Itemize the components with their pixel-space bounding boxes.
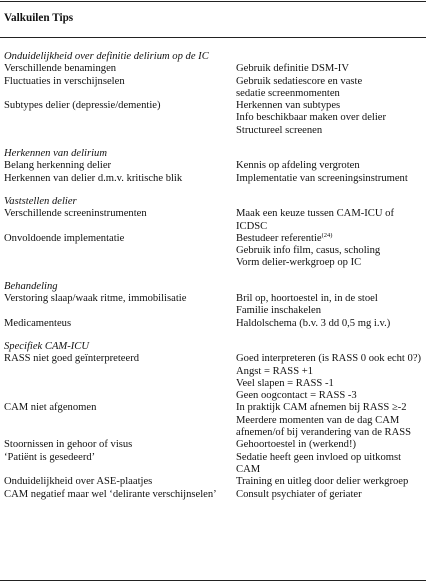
tips-cell xyxy=(236,489,424,501)
pitfall-cell: Onduidelijkheid over ASE-plaatjes xyxy=(4,476,153,488)
table-row xyxy=(4,160,424,172)
section-cam-icu xyxy=(4,341,424,501)
tip-line: Gebruik definitie DSM-IV xyxy=(236,63,349,75)
tip-line: Implementatie van screeningsinstrument xyxy=(236,172,408,184)
section-title: Behandeling xyxy=(4,280,58,292)
tips-cell xyxy=(236,76,424,101)
section-title: Vaststellen delier xyxy=(4,195,77,207)
tip-line: Geen oogcontact = RASS -3 xyxy=(236,390,357,402)
pitfall-cell: Subtypes delier (depressie/dementie) xyxy=(4,100,161,112)
pitfall-cell: Stoornissen in gehoor of visus xyxy=(4,439,133,451)
section-title: Specifiek CAM-ICU xyxy=(4,340,90,352)
tip-line: sedatie screenmomenten xyxy=(236,87,340,99)
tip-line: Vorm delier-werkgroep op IC xyxy=(236,257,362,269)
table-row xyxy=(4,402,424,439)
tip-text: Bestudeer referentie xyxy=(236,232,322,244)
table-body xyxy=(4,51,424,512)
section-behandeling xyxy=(4,281,424,330)
section-vaststellen xyxy=(4,196,424,270)
tip-line: Gehoortoestel in (werkend!) xyxy=(236,439,357,451)
table-row xyxy=(4,318,424,330)
pitfall-cell: Belang herkenning delier xyxy=(4,160,112,172)
tip-line: Familie inschakelen xyxy=(236,305,322,317)
table-header: Valkuilen Tips xyxy=(4,12,74,24)
table-row xyxy=(4,100,424,137)
pitfall-cell: Verschillende benamingen xyxy=(4,63,117,75)
table-bottom-rule xyxy=(0,580,426,581)
header-rule xyxy=(0,37,426,38)
table-row xyxy=(4,452,424,477)
pitfall-cell: CAM niet afgenomen xyxy=(4,402,97,414)
tip-line: Gebruik info film, casus, scholing xyxy=(236,245,381,257)
tips-cell xyxy=(236,63,424,75)
pitfall-cell: Fluctuaties in verschijnselen xyxy=(4,75,125,87)
tip-line: Bril op, hoortoestel in, in de stoel xyxy=(236,293,378,305)
tips-cell xyxy=(236,439,424,451)
tip-line: In praktijk CAM afnemen bij RASS ≥-2 xyxy=(236,402,407,414)
section-definitie xyxy=(4,51,424,137)
tip-line: Gebruik sedatiescore en vaste xyxy=(236,75,363,87)
section-herkennen xyxy=(4,148,424,185)
tip-line: ICDSC xyxy=(236,220,268,232)
tip-line: Herkennen van subtypes xyxy=(236,100,341,112)
pitfall-cell: Verstoring slaap/waak ritme, immobilisatie xyxy=(4,293,187,305)
tip-line: Haldolschema (b.v. 3 dd 0,5 mg i.v.) xyxy=(236,317,391,329)
table-row xyxy=(4,208,424,233)
tips-cell xyxy=(236,160,424,172)
tips-cell xyxy=(236,476,424,488)
table-row xyxy=(4,233,424,270)
table-row xyxy=(4,439,424,451)
tips-cell xyxy=(236,318,424,330)
tip-line: Goed interpreteren (is RASS 0 ook echt 0?) xyxy=(236,353,422,365)
tips-cell xyxy=(236,233,424,270)
tip-line: Angst = RASS +1 xyxy=(236,365,314,377)
tip-line: Info beschikbaar maken over delier xyxy=(236,112,387,124)
pitfall-cell: ‘Patiënt is gesedeerd’ xyxy=(4,451,96,463)
tip-line: Meerdere momenten van de dag CAM xyxy=(236,414,400,426)
table-row xyxy=(4,63,424,75)
tip-line: Sedatie heeft geen invloed op uitkomst xyxy=(236,451,402,463)
table-row xyxy=(4,76,424,101)
pitfall-cell: Herkennen van delier d.m.v. kritische blik xyxy=(4,172,183,184)
section-title: Herkennen van delirium xyxy=(4,148,107,160)
pitfall-cell: RASS niet goed geïnterpreteerd xyxy=(4,353,140,365)
tip-line: Maak een keuze tussen CAM-ICU of xyxy=(236,208,394,220)
tips-cell xyxy=(236,100,424,137)
tips-cell xyxy=(236,353,424,402)
tip-line: Training en uitleg door delier werkgroep xyxy=(236,476,409,488)
pitfall-cell: Medicamenteus xyxy=(4,317,72,329)
section-title: Onduidelijkheid over definitie delirium op de IC xyxy=(4,51,209,62)
pitfall-cell: Verschillende screeninstrumenten xyxy=(4,208,147,220)
tips-cell xyxy=(236,402,424,439)
table-row xyxy=(4,173,424,185)
pitfall-cell: Onvoldoende implementatie xyxy=(4,232,125,244)
tip-line: Consult psychiater of geriater xyxy=(236,488,362,500)
tips-cell xyxy=(236,293,424,318)
tips-cell xyxy=(236,208,424,233)
table-row xyxy=(4,489,424,501)
table-top-rule xyxy=(0,1,426,2)
tips-cell xyxy=(236,452,424,477)
tips-cell xyxy=(236,173,424,185)
tip-line: CAM xyxy=(236,463,261,475)
table-row xyxy=(4,476,424,488)
tip-line: Structureel screenen xyxy=(236,124,323,136)
table-row xyxy=(4,293,424,318)
pitfall-cell: CAM negatief maar wel ‘delirante verschijnselen’ xyxy=(4,488,217,500)
tip-line: Veel slapen = RASS -1 xyxy=(236,377,334,389)
reference-superscript: (24) xyxy=(321,232,333,239)
tip-line xyxy=(236,233,424,245)
tip-line: afnemen/of bij verandering van de RASS xyxy=(236,427,412,439)
tip-line: Kennis op afdeling vergroten xyxy=(236,160,360,172)
table-row xyxy=(4,353,424,402)
